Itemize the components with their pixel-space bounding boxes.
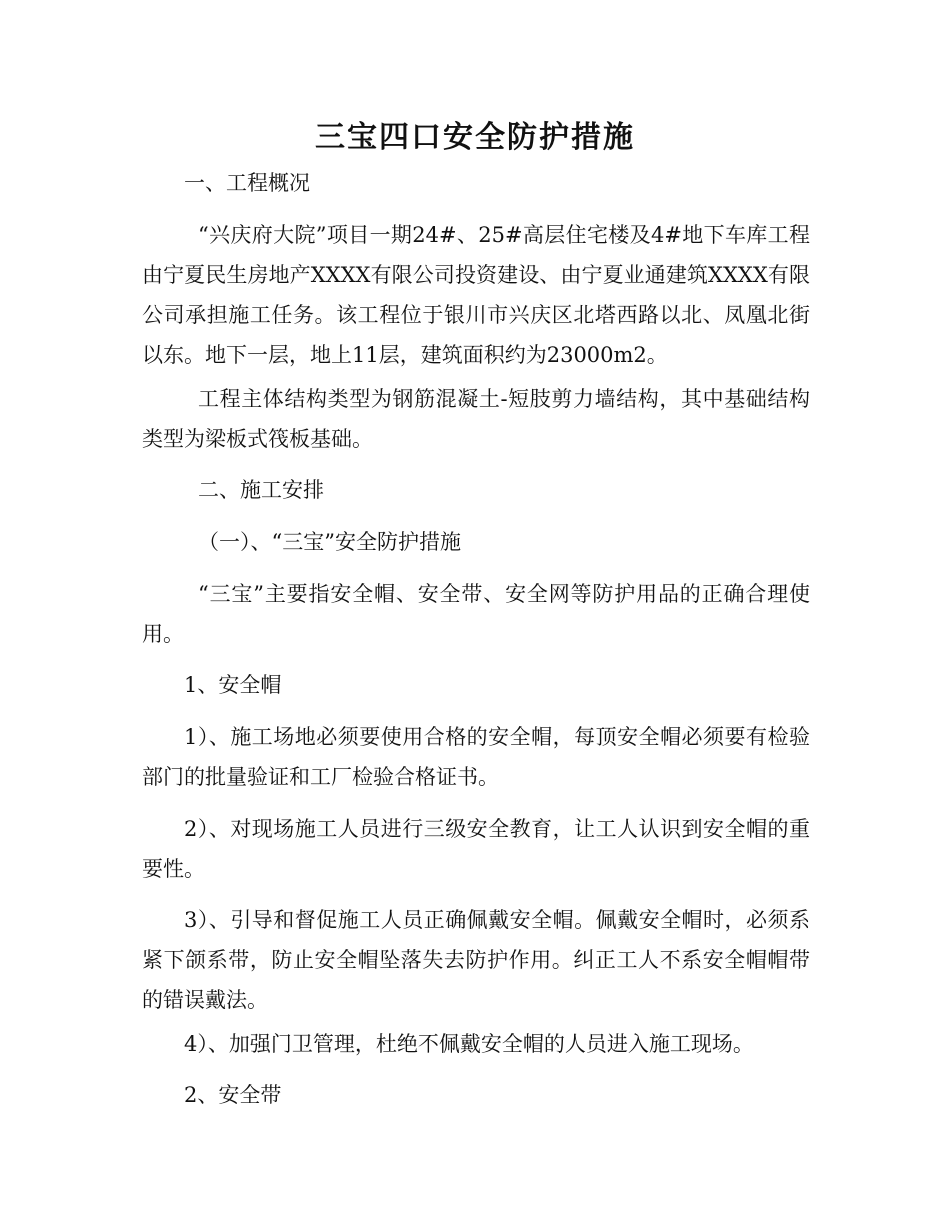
section-heading-project-overview: 一、工程概况 — [184, 171, 310, 195]
helmet-rule-1: 1）、施工场地必须要使用合格的安全帽，每顶安全帽必须要有检验部门的批量验证和工厂检验合格证书。 — [142, 725, 810, 789]
three-treasures-intro-paragraph: “三宝”主要指安全帽、安全带、安全网等防护用品的正确合理使用。 — [142, 582, 810, 646]
helmet-rule-3: 3）、引导和督促施工人员正确佩戴安全帽。佩戴安全帽时，必须系紧下颌系带，防止安全帽坠落失去防护作用。纠正工人不系安全帽帽带的错误戴法。 — [142, 908, 810, 1012]
structure-type-paragraph: 工程主体结构类型为钢筋混凝土-短肢剪力墙结构，其中基础结构类型为梁板式筏板基础。 — [142, 387, 810, 451]
subsection-heading-three-treasures: （一）、“三宝”安全防护措施 — [198, 530, 461, 554]
project-overview-paragraph: “兴庆府大院”项目一期24#、25#高层住宅楼及4#地下车库工程由宁夏民生房地产XXXX有限公司投资建设、由宁夏业通建筑XXXX有限公司承担施工任务。该工程位于银川市兴庆区北塔西路以北、凤凰北街以东。地下一层，地上11层，建筑面积约为23000m2。 — [142, 223, 810, 367]
helmet-rule-4: 4）、加强门卫管理，杜绝不佩戴安全帽的人员进入施工现场。 — [184, 1032, 754, 1056]
item-heading-safety-helmet: 1、安全帽 — [184, 673, 282, 697]
page-title: 三宝四口安全防护措施 — [315, 120, 635, 155]
item-heading-safety-belt: 2、安全带 — [184, 1083, 282, 1107]
section-heading-construction-arrangement: 二、施工安排 — [198, 478, 324, 502]
helmet-rule-2: 2）、对现场施工人员进行三级安全教育，让工人认识到安全帽的重要性。 — [142, 817, 810, 881]
